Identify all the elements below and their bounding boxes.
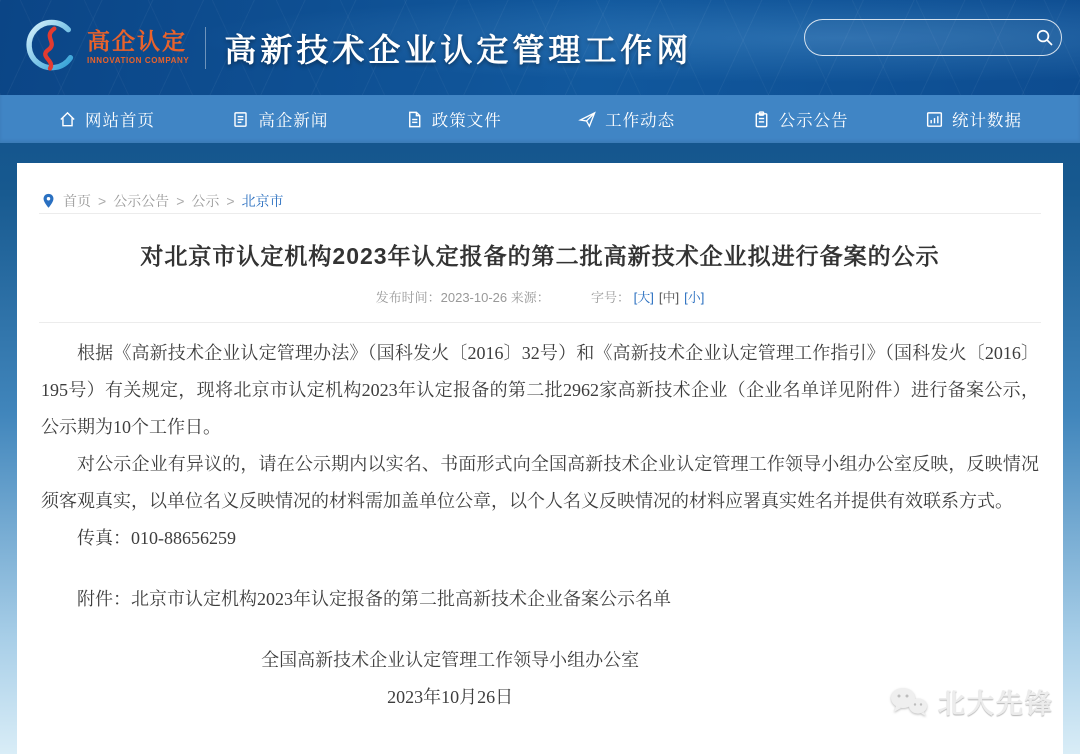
attachment-link[interactable]: 附件：北京市认定机构2023年认定报备的第二批高新技术企业备案公示名单 [77,589,671,609]
font-size-medium-button[interactable]: [中] [658,290,680,305]
breadcrumb-separator: > [176,193,185,209]
main-nav [0,95,1080,143]
font-size-small-button[interactable]: [小] [684,290,705,305]
article-meta [41,287,1039,322]
nav-item-announcements[interactable] [752,107,849,131]
nav-item-statistics[interactable] [925,107,1022,131]
breadcrumb [41,163,1039,213]
home-icon [58,110,77,129]
fax-line: 传真：010-88656259 [77,528,236,548]
header-divider [205,27,206,69]
paper-plane-icon [578,110,597,129]
paragraph-objection: 对公示企业有异议的，请在公示期内以实名、书面形式向全国高新技术企业认定管理工作领导小组办公室反映，反映情况须客观真实，以单位名义反映情况的材料需加盖单位公章，以个人名义反映情况的材料应署真实姓名并提供有效联系方式。 [41,454,1039,511]
nav-label: 统计数据 [951,112,1022,130]
source-label: 来源： [510,290,550,305]
nav-label: 公示公告 [778,112,849,130]
divider-top [39,213,1041,214]
location-pin-icon [41,192,56,210]
font-size-large-button[interactable]: [大] [633,290,654,305]
paragraph-basis: 根据《高新技术企业认定管理办法》（国科发火〔2016〕32号）和《高新技术企业认定管理工作指引》（国科发火〔2016〕195号）有关规定，现将北京市认定机构2023年认定报备的第二批2962家高新技术企业（企业名单详见附件）进行备案公示，公示期为10个工作日。 [41,343,1039,437]
nav-label: 工作动态 [605,112,676,130]
font-size-label: 字号： [591,290,631,305]
search-input[interactable] [805,20,1027,55]
publish-date: 2023-10-26 [440,290,508,305]
search-button[interactable] [1027,20,1061,55]
nav-label: 高企新闻 [258,112,329,130]
signature-date: 2023年10月26日 [387,687,514,707]
signature-office: 全国高新技术企业认定管理工作领导小组办公室 [261,650,640,670]
signature-block [41,642,859,716]
nav-item-news[interactable] [231,107,328,131]
breadcrumb-current-beijing[interactable]: 北京市 [241,193,284,209]
font-size-links [634,290,705,305]
article-body [41,323,1039,716]
nav-item-updates[interactable] [578,107,675,131]
content-panel [17,163,1063,754]
site-header [0,0,1080,95]
breadcrumb-publicity[interactable]: 公示 [191,193,220,209]
breadcrumb-separator: > [226,193,235,209]
logo-subtitle: INNOVATION COMPANY [87,55,190,65]
site-logo[interactable] [22,19,189,77]
bar-chart-icon [925,110,944,129]
nav-item-home[interactable] [58,107,155,131]
logo-title: 高企认定 [87,28,187,54]
nav-label: 政策文件 [431,112,502,130]
clipboard-icon [752,110,771,129]
nav-item-policy[interactable] [405,107,502,131]
search-box[interactable] [804,19,1062,56]
policy-document-icon [405,110,424,129]
article-title: 对北京市认定机构2023年认定报备的第二批高新技术企业拟进行备案的公示 [140,243,940,269]
breadcrumb-announcements[interactable]: 公示公告 [113,193,170,209]
watermark-text: 北大先锋 [938,689,1054,719]
search-icon [1035,28,1054,47]
news-icon [231,110,250,129]
breadcrumb-separator: > [98,193,107,209]
logo-swirl-icon [22,19,78,77]
breadcrumb-home[interactable]: 首页 [63,193,91,209]
site-title: 高新技术企业认定管理工作网 [224,31,693,68]
publish-time-label: 发布时间： [375,290,441,305]
nav-label: 网站首页 [85,112,155,130]
